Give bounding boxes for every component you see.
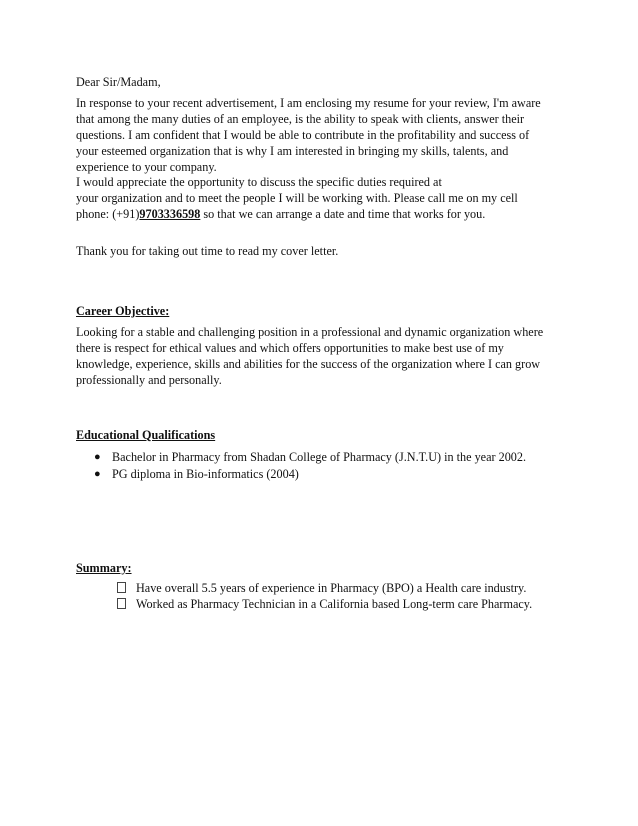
education-heading: Educational Qualifications (76, 428, 216, 442)
career-objective-paragraph (76, 324, 566, 388)
intro-line: experience to your company. (76, 160, 217, 174)
checkbox-bullet-icon (117, 582, 126, 593)
education-item: Bachelor in Pharmacy from Shadan College of Pharmacy (J.N.T.U) in the year 2002. (112, 450, 527, 464)
career-line: Looking for a stable and challenging position in a professional and dynamic organization where (76, 325, 544, 339)
summary-item: Worked as Pharmacy Technician in a California based Long-term care Pharmacy. (136, 597, 533, 611)
contact-line: your organization and to meet the people I will be working with. Please call me on my cell (76, 191, 518, 205)
career-objective-heading: Career Objective: (76, 304, 170, 318)
list-item (117, 580, 567, 596)
phone-suffix: so that we can arrange a date and time that works for you. (200, 207, 486, 221)
education-list (94, 449, 564, 483)
intro-line: your esteemed organization that is why I am interested in bringing my skills, talents, and (76, 144, 509, 158)
salutation: Dear Sir/Madam, (76, 75, 161, 89)
contact-paragraph (76, 174, 566, 222)
list-item (94, 466, 564, 483)
education-item: PG diploma in Bio-informatics (2004) (112, 467, 299, 481)
summary-heading: Summary: (76, 561, 132, 575)
bullet-icon: ● (94, 468, 101, 480)
intro-line: questions. I am confident that I would be able to contribute in the profitability and success of (76, 128, 530, 142)
phone-line (76, 206, 566, 222)
bullet-icon: ● (94, 451, 101, 463)
career-line: knowledge, experience, skills and abilities for the success of the organization where I can grow (76, 357, 541, 371)
phone-number: 9703336598 (139, 207, 201, 221)
intro-line: In response to your recent advertisement, I am enclosing my resume for your review, I'm aware (76, 96, 541, 110)
intro-line: that among the many duties of an employee, is the ability to speak with clients, answer their (76, 112, 525, 126)
list-item (94, 449, 564, 466)
summary-item: Have overall 5.5 years of experience in Pharmacy (BPO) a Health care industry. (136, 581, 527, 595)
intro-paragraph (76, 95, 566, 175)
summary-list (117, 580, 567, 612)
career-line: there is respect for ethical values and which offers opportunities to make best use of my (76, 341, 504, 355)
contact-line: I would appreciate the opportunity to discuss the specific duties required at (76, 175, 442, 189)
checkbox-bullet-icon (117, 598, 126, 609)
thanks-line: Thank you for taking out time to read my cover letter. (76, 244, 339, 258)
phone-prefix: phone: (+91) (76, 207, 140, 221)
career-line: professionally and personally. (76, 373, 222, 387)
list-item (117, 596, 567, 612)
